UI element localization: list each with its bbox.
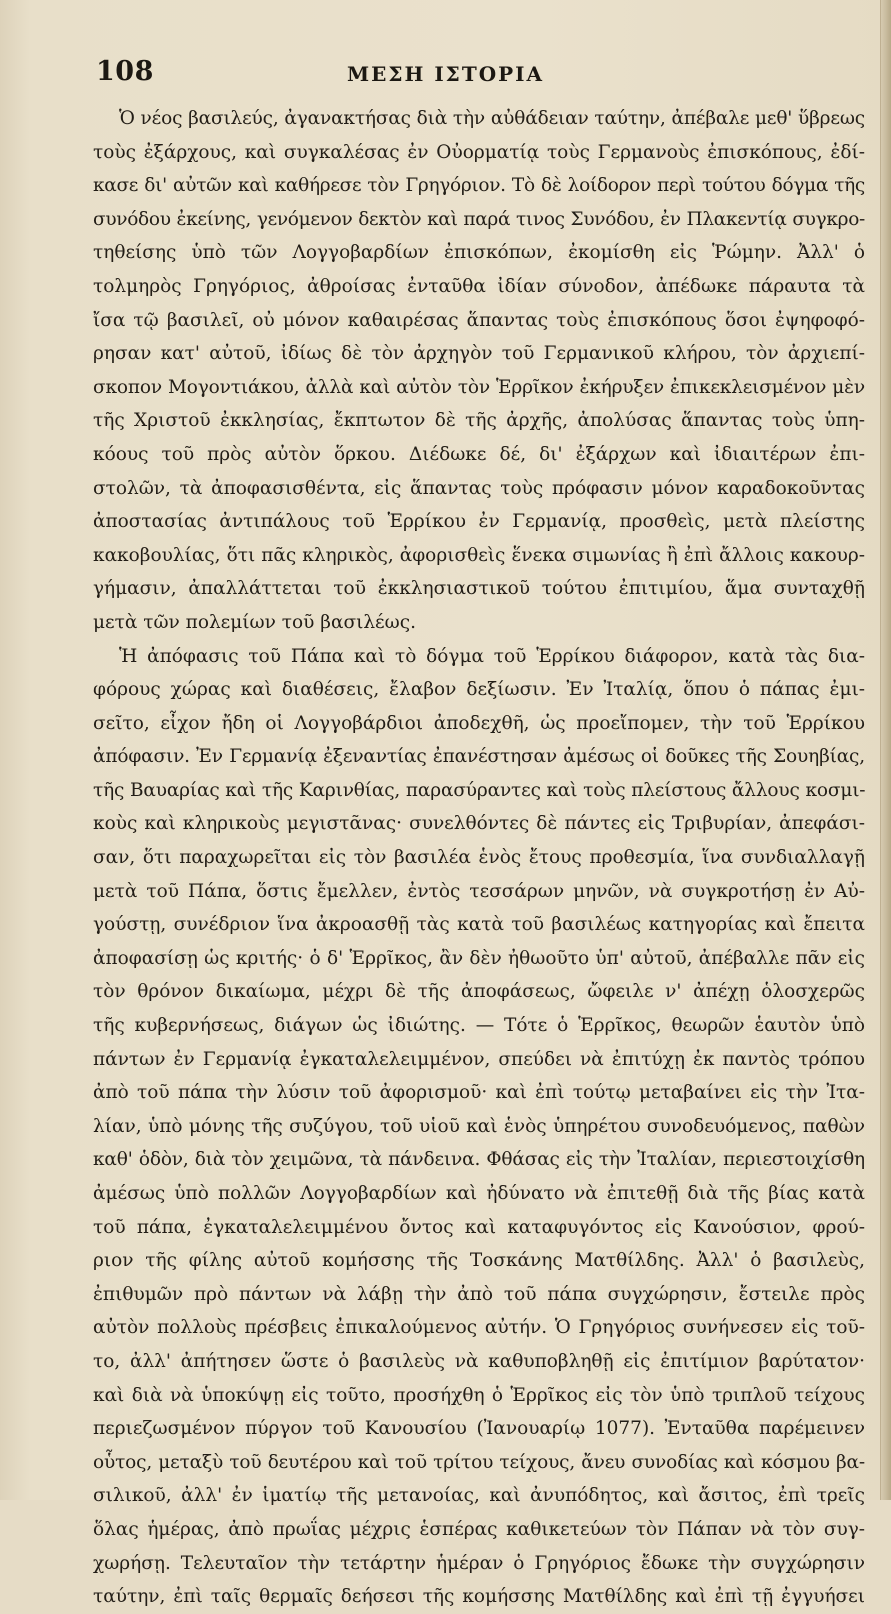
page-edge	[880, 0, 891, 1500]
text-line: ἀποφασίσῃ ὡς κριτής· ὁ δ' Ἑρρῖκος, ἂν δὲν ἠθωοῦτο ὑπ' αὐτοῦ, ἀπέβαλλε πᾶν εἰς	[93, 947, 865, 969]
text-line: σκοπον Μογοντιάκου, ἀλλὰ καὶ αὐτὸν τὸν Ἑρρῖκον ἐκήρυξεν ἐπικεκλεισμένον μὲν	[93, 376, 865, 398]
text-line: ἀποστασίας ἀντιπάλους τοῦ Ἑρρίκου ἐν Γερμανίᾳ, προσθεὶς, μετὰ πλείστης	[93, 511, 865, 533]
text-line: κοὺς καὶ κληρικοὺς μεγιστᾶνας· συνελθόντες δὲ πάντες εἰς Τριβυρίαν, ἀπεφάσι-	[93, 813, 865, 835]
text-line: συνόδου ἐκείνης, γενόμενον δεκτὸν καὶ παρά τινος Συνόδου, ἐν Πλακεντίᾳ συγκρο-	[93, 208, 865, 230]
text-line: τὸν θρόνον δικαίωμα, μέχρι δὲ τῆς ἀποφάσεως, ὤφειλε ν' ἀπέχῃ ὁλοσχερῶς	[93, 981, 865, 1003]
text-line: το, ἀλλ' ἀπήτησεν ὥστε ὁ βασιλεὺς νὰ καθυποβληθῇ εἰς ἐπιτίμιον βαρύτατον·	[93, 1350, 865, 1372]
text-line: τοῦ πάπα, ἐγκαταλελειμμένου ὄντος καὶ καταφυγόντος εἰς Κανούσιον, φρού-	[93, 1216, 865, 1238]
text-line: περιεζωσμένον πύργον τοῦ Κανουσίου (Ἰανουαρίῳ 1077). Ἐνταῦθα παρέμεινεν	[93, 1418, 865, 1440]
text-line: τῆς Βαυαρίας καὶ τῆς Καρινθίας, παρασύραντες καὶ τοὺς πλείστους ἄλλους κοσμι-	[93, 779, 866, 801]
text-line: κασε δι' αὐτῶν καὶ καθήρεσε τὸν Γρηγόριον. Τὸ δὲ λοίδορον περὶ τούτου δόγμα τῆς	[93, 175, 865, 197]
text-line: αὐτὸν πολλοὺς πρέσβεις ἐπικαλούμενος αὐτήν. Ὁ Γρηγόριος συνήνεσεν εἰς τοῦ-	[93, 1317, 865, 1339]
running-title: ΜΕΣΗ ΙΣΤΟΡΙΑ	[346, 62, 545, 86]
text-line: πάντων ἐν Γερμανίᾳ ἐγκαταλελειμμένον, σπεύδει νὰ ἐπιτύχῃ ἐκ παντὸς τρόπου	[93, 1048, 865, 1070]
text-line: ἀμέσως ὑπὸ πολλῶν Λογγοβαρδίων καὶ ἠδύνατο νὰ ἐπιτεθῇ διὰ τῆς βίας κατὰ	[93, 1183, 865, 1204]
text-line: ἀπόφασιν. Ἐν Γερμανίᾳ ἐξεναντίας ἐπανέστησαν ἀμέσως οἱ δοῦκες τῆς Σουηβίας,	[93, 746, 865, 768]
text-line: κακοβουλίας, ὅτι πᾶς κληρικὸς, ἀφορισθεὶς ἕνεκα σιμωνίας ἢ ἐπὶ ἄλλοις κακουρ-	[93, 544, 865, 566]
text-line: ταύτην, ἐπὶ ταῖς θερμαῖς δεήσεσι τῆς κομήσσης Ματθίλδης καὶ ἐπὶ τῇ ἐγγυήσει	[93, 1586, 865, 1608]
page-number: 108	[96, 56, 154, 87]
text-line: ριον τῆς φίλης αὐτοῦ κομήσσης τῆς Τοσκάνης Ματθίλδης. Ἀλλ' ὁ βασιλεὺς,	[93, 1250, 865, 1272]
text-line: ὅλας ἡμέρας, ἀπὸ πρωΐας μέχρις ἑσπέρας καθικετεύων τὸν Πάπαν νὰ τὸν συγ-	[93, 1518, 865, 1540]
text-line: γούστῃ, συνέδριον ἵνα ἀκροασθῇ τὰς κατὰ τοῦ βασιλέως κατηγορίας καὶ ἔπειτα	[93, 914, 865, 936]
text-line: μετὰ τοῦ Πάπα, ὅστις ἔμελλεν, ἐντὸς τεσσάρων μηνῶν, νὰ συγκροτήσῃ ἐν Αὐ-	[93, 880, 865, 902]
text-line: ἴσα τῷ βασιλεῖ, οὐ μόνον καθαιρέσας ἅπαντας τοὺς ἐπισκόπους ὅσοι ἐψηφοφό-	[93, 309, 865, 331]
text-line: σαν, ὅτι παραχωρεῖται εἰς τὸν βασιλέα ἑνὸς ἔτους προθεσμία, ἵνα συνδιαλλαγῇ	[93, 847, 865, 869]
text-line: ρησαν κατ' αὐτοῦ, ἰδίως δὲ τὸν ἀρχηγὸν τοῦ Γερμανικοῦ κλήρου, τὸν ἀρχιεπί-	[93, 343, 865, 365]
text-line: καὶ διὰ νὰ ὑποκύψῃ εἰς τοῦτο, προσήχθη ὁ Ἑρρῖκος εἰς τὸν ὑπὸ τριπλοῦ τείχους	[93, 1384, 865, 1406]
text-line: τολμηρὸς Γρηγόριος, ἀθροίσας ἐνταῦθα ἰδίαν σύνοδον, ἀπέδωκε πάραυτα τὰ	[93, 275, 865, 297]
page-header	[0, 52, 891, 92]
text-line: γήμασιν, ἀπαλλάττεται τοῦ ἐκκλησιαστικοῦ τούτου ἐπιτιμίου, ἅμα συνταχθῇ	[93, 578, 865, 600]
text-line: τῆς κυβερνήσεως, διάγων ὡς ἰδιώτης. — Τότε ὁ Ἑρρῖκος, θεωρῶν ἑαυτὸν ὑπὸ	[93, 1015, 865, 1037]
text-line: ἐπιθυμῶν πρὸ πάντων νὰ λάβῃ τὴν ἀπὸ τοῦ πάπα συγχώρησιν, ἔστειλε πρὸς	[93, 1283, 865, 1305]
text-line: οὗτος, μεταξὺ τοῦ δευτέρου καὶ τοῦ τρίτου τείχους, ἄνευ συνοδίας καὶ κόσμου βα-	[93, 1451, 865, 1473]
text-line: μετὰ τῶν πολεμίων τοῦ βασιλέως.	[93, 611, 416, 633]
text-line: καθ' ὁδὸν, διὰ τὸν χειμῶνα, τὰ πάνδεινα. Φθάσας εἰς τὴν Ἰταλίαν, περιεστοιχίσθη	[93, 1149, 865, 1171]
text-line: τοὺς ἐξάρχους, καὶ συγκαλέσας ἐν Οὐορματίᾳ τοὺς Γερμανοὺς ἐπισκόπους, ἐδί-	[93, 141, 865, 163]
text-line: τηθείσης ὑπὸ τῶν Λογγοβαρδίων ἐπισκόπων, ἐκομίσθη εἰς Ῥώμην. Ἀλλ' ὁ	[93, 242, 865, 264]
text-line: στολῶν, τὰ ἀποφασισθέντα, εἰς ἅπαντας τοὺς πρόφασιν μόνον καραδοκοῦντας	[93, 477, 865, 499]
text-line: τῆς Χριστοῦ ἐκκλησίας, ἔκπτωτον δὲ τῆς ἀρχῆς, ἀπολύσας ἅπαντας τοὺς ὑπη-	[93, 410, 865, 432]
text-line: φόρους χώρας καὶ διαθέσεις, ἔλαβον δεξίωσιν. Ἐν Ἰταλίᾳ, ὅπου ὁ πάπας ἐμι-	[93, 679, 865, 701]
text-line: χωρήσῃ. Τελευταῖον τὴν τετάρτην ἡμέραν ὁ Γρηγόριος ἔδωκε τὴν συγχώρησιν	[93, 1552, 865, 1574]
text-line: κόους τοῦ πρὸς αὐτὸν ὅρκου. Διέδωκε δέ, δι' ἐξάρχων καὶ ἰδιαιτέρων ἐπι-	[93, 443, 865, 465]
text-line: σεῖτο, εἶχον ἤδη οἱ Λογγοβάρδιοι ἀποδεχθῆ, ὡς προεἴπομεν, τὴν τοῦ Ἑρρίκου	[93, 712, 865, 734]
text-line: λίαν, ὑπὸ μόνης τῆς συζύγου, τοῦ υἱοῦ καὶ ἑνὸς ὑπηρέτου συνοδευόμενος, παθὼν	[93, 1115, 865, 1137]
text-line: Ὁ νέος βασιλεύς, ἀγανακτήσας διὰ τὴν αὐθάδειαν ταύτην, ἀπέβαλε μεθ' ὕβρεως	[119, 108, 865, 129]
body-text	[93, 102, 865, 1614]
text-line: Ἡ ἀπόφασις τοῦ Πάπα καὶ τὸ δόγμα τοῦ Ἑρρίκου διάφορον, κατὰ τὰς δια-	[119, 645, 865, 667]
text-line: ἀπὸ τοῦ πάπα τὴν λύσιν τοῦ ἀφορισμοῦ· καὶ ἐπὶ τούτῳ μεταβαίνει εἰς τὴν Ἰτα-	[93, 1082, 865, 1104]
text-line: σιλικοῦ, ἀλλ' ἐν ἱματίῳ τῆς μετανοίας, καὶ ἀνυπόδητος, καὶ ἄσιτος, ἐπὶ τρεῖς	[93, 1485, 865, 1507]
